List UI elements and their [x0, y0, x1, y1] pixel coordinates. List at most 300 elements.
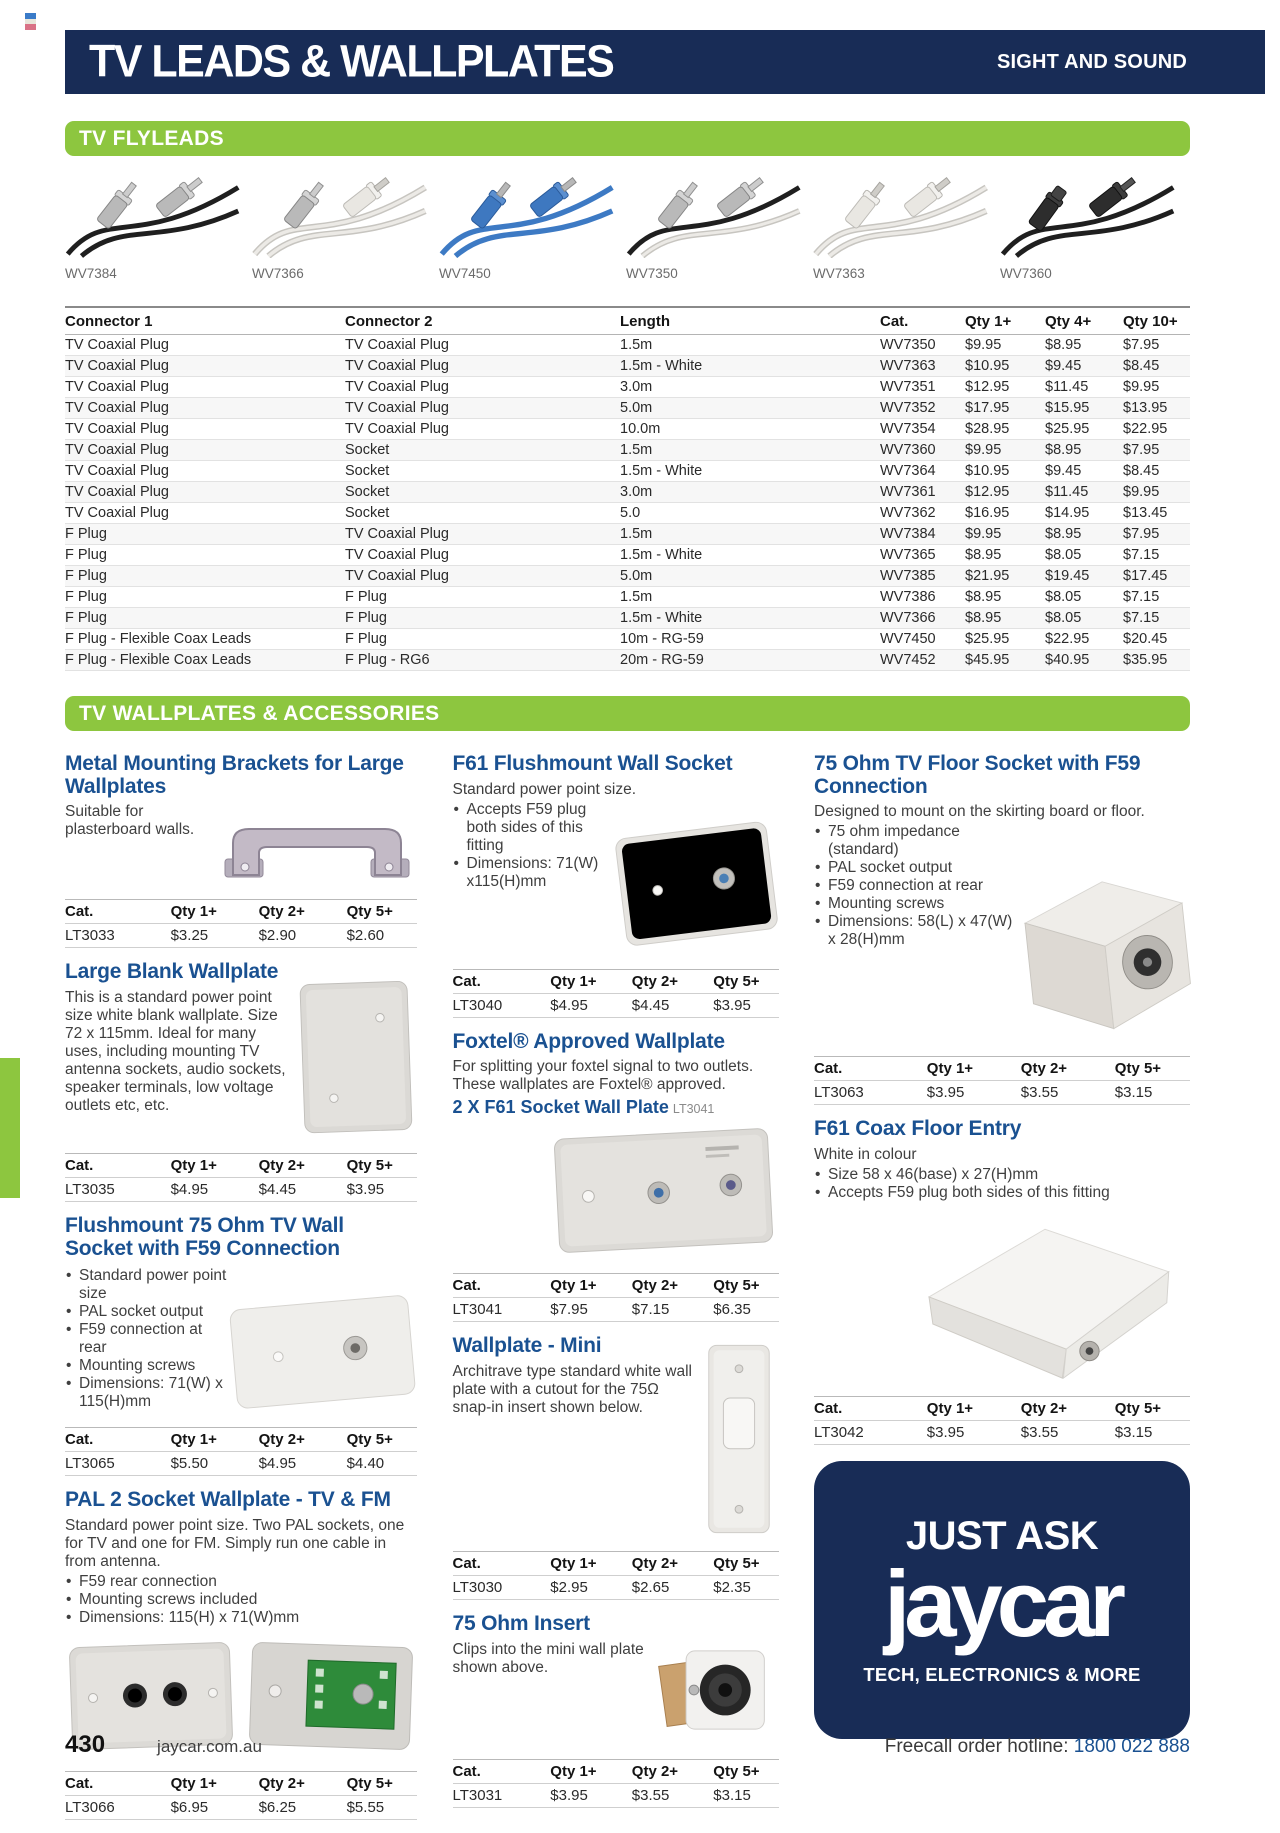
cell: 1.5m: [620, 587, 880, 608]
column-header: Qty 2+: [632, 1551, 714, 1575]
cell: TV Coaxial Plug: [345, 545, 620, 566]
table-row: [65, 482, 1190, 503]
bullet-item: • PAL socket output: [65, 1303, 227, 1321]
column-header: Qty 1+: [927, 1396, 1021, 1420]
section-f61-flushmount: [453, 753, 779, 1018]
flylead-photo-strip: [65, 160, 1190, 281]
cell: $3.55: [1021, 1420, 1115, 1444]
section-desc: Architrave type standard white wall plate with a cutout for the 75Ω snap-in insert shown below.: [452, 1362, 693, 1416]
bullet-item: • Dimensions: 58(L) x 47(W) x 28(H)mm: [814, 913, 1014, 949]
product-code-label: WV7363: [813, 266, 865, 281]
column-middle: [453, 753, 779, 1833]
column-header: Cat.: [880, 307, 965, 335]
cell: 1.5m: [620, 335, 880, 356]
column-header: Qty 2+: [1021, 1057, 1115, 1081]
cell: WV7386: [880, 587, 965, 608]
cell: $35.95: [1123, 650, 1190, 671]
section-flushmount-75ohm: [65, 1215, 417, 1476]
cell: $3.95: [347, 1178, 417, 1202]
flylead-photo-black-socket: [1000, 160, 1176, 258]
column-header: Qty 5+: [713, 1551, 778, 1575]
cell: F Plug: [65, 524, 345, 545]
cell: $19.45: [1045, 566, 1123, 587]
column-header: Length: [620, 307, 880, 335]
table-row: [65, 398, 1190, 419]
cell: 5.0: [620, 503, 880, 524]
flylead-product: [252, 160, 439, 281]
cell: $7.95: [1123, 524, 1190, 545]
column-header: Cat.: [814, 1057, 927, 1081]
flushmount-socket-photo: [227, 1289, 417, 1418]
cell: $16.95: [965, 503, 1045, 524]
page-title: TV LEADS & WALLPLATES: [89, 36, 614, 87]
cell: $3.55: [632, 1783, 714, 1807]
price-table-header-row: [65, 900, 417, 924]
column-header: Qty 5+: [713, 1759, 778, 1783]
cell: TV Coaxial Plug: [65, 419, 345, 440]
flyleads-table: [65, 306, 1190, 671]
price-table-header-row: [65, 1428, 417, 1452]
table-row: [65, 587, 1190, 608]
price-table: [453, 969, 779, 1018]
product-code-label: WV7384: [65, 266, 117, 281]
cell: 5.0m: [620, 566, 880, 587]
column-header: Qty 1+: [171, 1154, 259, 1178]
cell: $3.95: [927, 1081, 1021, 1105]
cell: LT3041: [453, 1298, 551, 1322]
cell: WV7366: [880, 608, 965, 629]
cell: LT3031: [453, 1783, 551, 1807]
price-table: [453, 1551, 779, 1600]
floor-socket-photo: [1014, 867, 1198, 1047]
cell: $5.50: [171, 1452, 259, 1476]
cell: $8.45: [1123, 461, 1190, 482]
page-edge-tab: [0, 1058, 20, 1198]
cell: $7.15: [632, 1298, 714, 1322]
jaycar-promo-box: [814, 1461, 1190, 1739]
cell: $11.45: [1045, 482, 1123, 503]
cell: F Plug: [345, 587, 620, 608]
feature-list: [814, 1166, 1190, 1202]
cell: $17.95: [965, 398, 1045, 419]
cell: $7.95: [550, 1298, 632, 1322]
page-number: 430: [65, 1731, 106, 1758]
cell: $7.15: [1123, 608, 1190, 629]
column-header: Qty 2+: [1021, 1396, 1115, 1420]
cell: LT3063: [814, 1081, 927, 1105]
cell: Socket: [345, 440, 620, 461]
page-corner-flag-icon: [25, 13, 36, 30]
cell: $9.95: [965, 335, 1045, 356]
blank-wallplate-photo: [295, 977, 417, 1144]
cell: $9.95: [965, 524, 1045, 545]
cell: Socket: [345, 503, 620, 524]
column-header: Qty 2+: [632, 1759, 714, 1783]
cell: $4.40: [347, 1452, 417, 1476]
section-floor-socket: [814, 753, 1190, 1105]
price-table-header-row: [65, 1771, 417, 1795]
cell: $15.95: [1045, 398, 1123, 419]
feature-list: [65, 1267, 227, 1411]
column-header: Qty 2+: [259, 900, 347, 924]
cell: WV7350: [880, 335, 965, 356]
cell: 1.5m - White: [620, 608, 880, 629]
cell: $3.95: [713, 993, 778, 1017]
cell: $8.45: [1123, 356, 1190, 377]
jaycar-logo: jaycar: [884, 1551, 1120, 1657]
price-table-row: [453, 1575, 779, 1599]
cell: TV Coaxial Plug: [65, 335, 345, 356]
cell: $22.95: [1123, 419, 1190, 440]
flylead-photo-black-f: [65, 160, 241, 258]
cell: $8.95: [965, 545, 1045, 566]
cell: $7.15: [1123, 545, 1190, 566]
bullet-item: • Size 58 x 46(base) x 27(H)mm: [814, 1166, 1190, 1184]
price-table-header-row: [453, 1274, 779, 1298]
cell: WV7384: [880, 524, 965, 545]
flylead-product: [65, 160, 252, 281]
column-header: Qty 1+: [550, 1274, 632, 1298]
cell: WV7363: [880, 356, 965, 377]
cell: TV Coaxial Plug: [65, 503, 345, 524]
table-row: [65, 566, 1190, 587]
column-header: Qty 5+: [347, 1428, 417, 1452]
cell: LT3030: [453, 1575, 551, 1599]
cell: WV7362: [880, 503, 965, 524]
table-row: [65, 461, 1190, 482]
cell: $3.15: [713, 1783, 778, 1807]
price-table-header-row: [453, 1759, 779, 1783]
cell: $14.95: [1045, 503, 1123, 524]
cell: $4.45: [632, 993, 714, 1017]
cell: WV7365: [880, 545, 965, 566]
cell: TV Coaxial Plug: [345, 335, 620, 356]
column-header: Cat.: [453, 1274, 551, 1298]
wallplates-columns: [65, 753, 1190, 1833]
cell: $7.95: [1123, 335, 1190, 356]
cell: 1.5m: [620, 524, 880, 545]
cell: TV Coaxial Plug: [65, 377, 345, 398]
column-header: Cat.: [65, 900, 171, 924]
section-pal2-wallplate: [65, 1489, 417, 1819]
cell: F Plug: [65, 608, 345, 629]
mini-wallplate-photo: [699, 1341, 779, 1542]
column-header: Cat.: [65, 1428, 171, 1452]
cell: WV7354: [880, 419, 965, 440]
bullet-item: • F59 rear connection: [65, 1573, 417, 1591]
page-footer: [65, 1731, 1190, 1759]
cell: WV7352: [880, 398, 965, 419]
feature-list: [65, 1573, 417, 1627]
cell: $13.45: [1123, 503, 1190, 524]
cell: $25.95: [1045, 419, 1123, 440]
cell: $12.95: [965, 377, 1045, 398]
section-desc: Standard power point size.: [452, 780, 637, 798]
cell: 1.5m - White: [620, 545, 880, 566]
cell: $12.95: [965, 482, 1045, 503]
cell: $6.95: [171, 1795, 259, 1819]
table-row: [65, 335, 1190, 356]
column-header: Connector 2: [345, 307, 620, 335]
cell: $21.95: [965, 566, 1045, 587]
column-header: Qty 1+: [171, 1771, 259, 1795]
cell: F Plug: [345, 629, 620, 650]
cell: $2.90: [259, 924, 347, 948]
section-title: F61 Flushmount Wall Socket: [452, 752, 733, 775]
cell: $8.95: [1045, 524, 1123, 545]
cell: $7.15: [1123, 587, 1190, 608]
flylead-product: [626, 160, 813, 281]
column-header: Qty 1+: [550, 969, 632, 993]
flyleads-section-banner: [65, 121, 1190, 156]
cell: 1.5m - White: [620, 356, 880, 377]
cell: WV7385: [880, 566, 965, 587]
price-table-header-row: [814, 1396, 1190, 1420]
column-header: Cat.: [65, 1154, 171, 1178]
cell: $2.60: [347, 924, 417, 948]
price-table-row: [814, 1420, 1190, 1444]
section-wallplate-mini: [453, 1335, 779, 1600]
cell: TV Coaxial Plug: [345, 398, 620, 419]
column-header: Qty 1+: [550, 1759, 632, 1783]
section-desc: Designed to mount on the skirting board or floor.: [814, 803, 1145, 821]
cell: $22.95: [1045, 629, 1123, 650]
table-row: [65, 503, 1190, 524]
cell: LT3035: [65, 1178, 171, 1202]
bullet-item: • Accepts F59 plug both sides of this fitting: [453, 801, 611, 855]
price-table-row: [453, 1298, 779, 1322]
hotline-label: Freecall order hotline:: [884, 1736, 1069, 1757]
bullet-item: • Dimensions: 71(W) x 115(H)mm: [65, 1375, 227, 1411]
cell: 1.5m: [620, 440, 880, 461]
section-title: Foxtel® Approved Wallplate: [452, 1029, 725, 1053]
cell: TV Coaxial Plug: [65, 461, 345, 482]
cell: TV Coaxial Plug: [65, 398, 345, 419]
cell: $5.55: [347, 1795, 417, 1819]
cell: $6.25: [259, 1795, 347, 1819]
column-header: Qty 5+: [347, 1771, 417, 1795]
f61-socket-photo: [611, 811, 779, 960]
cell: $9.95: [1123, 482, 1190, 503]
column-header: Qty 1+: [965, 307, 1045, 335]
column-header: Qty 5+: [713, 969, 778, 993]
cell: LT3040: [453, 993, 551, 1017]
section-title: Metal Mounting Brackets for Large Wallplates: [65, 752, 404, 798]
flylead-product: [1000, 160, 1187, 281]
cell: $45.95: [965, 650, 1045, 671]
column-header: Qty 1+: [171, 900, 259, 924]
column-header: Qty 10+: [1123, 307, 1190, 335]
section-metal-brackets: [65, 753, 417, 948]
product-code-label: WV7450: [439, 266, 491, 281]
price-table-row: [65, 924, 417, 948]
price-table-header-row: [814, 1057, 1190, 1081]
cell: 3.0m: [620, 377, 880, 398]
bullet-item: • Mounting screws included: [65, 1591, 417, 1609]
section-floor-entry: [814, 1118, 1190, 1445]
cell: $13.95: [1123, 398, 1190, 419]
column-header: Qty 2+: [259, 1428, 347, 1452]
cell: F Plug: [65, 587, 345, 608]
section-desc: White in colour: [814, 1145, 917, 1163]
cell: 10m - RG-59: [620, 629, 880, 650]
table-row: [65, 629, 1190, 650]
bullet-item: • Dimensions: 71(W) x115(H)mm: [453, 855, 611, 891]
price-table-row: [453, 1783, 779, 1807]
cell: $4.95: [259, 1452, 347, 1476]
cell: $9.45: [1045, 461, 1123, 482]
table-row: [65, 524, 1190, 545]
price-table: [65, 1427, 417, 1476]
subtitle-text: 2 X F61 Socket Wall Plate: [452, 1097, 669, 1118]
section-title: 75 Ohm TV Floor Socket with F59 Connection: [814, 752, 1141, 798]
website-label: jaycar.com.au: [157, 1737, 262, 1756]
column-header: Qty 5+: [1115, 1396, 1190, 1420]
price-table-row: [65, 1795, 417, 1819]
cell: F Plug: [65, 545, 345, 566]
cell: $3.95: [550, 1783, 632, 1807]
cell: F Plug - Flexible Coax Leads: [65, 650, 345, 671]
flylead-photo-blue: [439, 160, 615, 258]
cell: Socket: [345, 461, 620, 482]
column-header: Qty 1+: [550, 1551, 632, 1575]
cell: $3.15: [1115, 1081, 1190, 1105]
section-desc: Clips into the mini wall plate shown above.: [452, 1640, 644, 1676]
hotline: [885, 1736, 1190, 1758]
flyleads-table-header-row: [65, 307, 1190, 335]
section-foxtel-wallplate: [453, 1031, 779, 1323]
table-row: [65, 440, 1190, 461]
cell: TV Coaxial Plug: [65, 356, 345, 377]
flylead-product: [439, 160, 626, 281]
cell: $7.95: [1123, 440, 1190, 461]
price-table: [65, 1771, 417, 1820]
cell: TV Coaxial Plug: [65, 440, 345, 461]
column-header: Cat.: [814, 1396, 927, 1420]
price-table-row: [65, 1452, 417, 1476]
section-title: Large Blank Wallplate: [65, 960, 279, 984]
cell: TV Coaxial Plug: [345, 356, 620, 377]
section-title: PAL 2 Socket Wallplate - TV & FM: [65, 1488, 391, 1512]
table-row: [65, 545, 1190, 566]
flylead-photo-white: [252, 160, 428, 258]
cell: WV7360: [880, 440, 965, 461]
cell: $9.45: [1045, 356, 1123, 377]
section-title: Wallplate - Mini: [452, 1334, 602, 1358]
wallplates-section-banner: [65, 696, 1190, 731]
bullet-item: • Mounting screws: [65, 1357, 227, 1375]
flyleads-banner-label: TV FLYLEADS: [79, 126, 224, 150]
cell: WV7361: [880, 482, 965, 503]
cell: $3.95: [927, 1420, 1021, 1444]
column-header: Cat.: [65, 1771, 171, 1795]
section-large-blank-wallplate: [65, 961, 417, 1202]
section-title: Flushmount 75 Ohm TV Wall Socket with F59 Connection: [65, 1214, 344, 1260]
cell: TV Coaxial Plug: [65, 482, 345, 503]
cell: 1.5m - White: [620, 461, 880, 482]
table-row: [65, 356, 1190, 377]
cell: F Plug - Flexible Coax Leads: [65, 629, 345, 650]
cell: $10.95: [965, 356, 1045, 377]
cell: $8.05: [1045, 587, 1123, 608]
column-left: [65, 753, 417, 1833]
foxtel-wallplate-photo: [453, 1122, 779, 1264]
flylead-photo-white-pair: [813, 160, 989, 258]
section-title: 75 Ohm Insert: [452, 1611, 590, 1635]
cell: TV Coaxial Plug: [345, 377, 620, 398]
product-code-label: WV7366: [252, 266, 304, 281]
hotline-number: 1800 022 888: [1073, 1736, 1190, 1757]
bracket-photo: [217, 803, 417, 890]
price-table: [814, 1396, 1190, 1445]
section-desc: Standard power point size. Two PAL sockets, one for TV and one for FM. Simply run one cable in from antenna.: [65, 1517, 405, 1570]
page-header: [65, 30, 1265, 94]
section-title: F61 Coax Floor Entry: [814, 1117, 1022, 1141]
cell: $3.15: [1115, 1420, 1190, 1444]
cell: F Plug: [65, 566, 345, 587]
cell: TV Coaxial Plug: [345, 566, 620, 587]
cell: $3.55: [1021, 1081, 1115, 1105]
column-header: Qty 5+: [347, 1154, 417, 1178]
wallplates-banner-label: TV WALLPLATES & ACCESSORIES: [79, 701, 440, 725]
cell: $17.45: [1123, 566, 1190, 587]
column-header: Qty 2+: [259, 1771, 347, 1795]
cell: 5.0m: [620, 398, 880, 419]
cell: 10.0m: [620, 419, 880, 440]
cell: $4.95: [171, 1178, 259, 1202]
column-header: Cat.: [453, 1759, 551, 1783]
column-header: Qty 5+: [713, 1274, 778, 1298]
price-table-row: [814, 1081, 1190, 1105]
price-table: [65, 1153, 417, 1202]
floor-entry-photo: [814, 1208, 1190, 1387]
cell: $8.05: [1045, 545, 1123, 566]
cell: TV Coaxial Plug: [345, 419, 620, 440]
bullet-item: • Standard power point size: [65, 1267, 227, 1303]
cell: $4.45: [259, 1178, 347, 1202]
price-table-header-row: [453, 1551, 779, 1575]
bullet-item: • Mounting screws: [814, 895, 1014, 913]
bullet-item: • F59 connection at rear: [65, 1321, 227, 1357]
column-header: Qty 2+: [259, 1154, 347, 1178]
cell: $8.95: [1045, 335, 1123, 356]
column-header: Qty 1+: [171, 1428, 259, 1452]
feature-list: [814, 823, 1014, 949]
product-code-label: WV7350: [626, 266, 678, 281]
column-header: Qty 2+: [632, 1274, 714, 1298]
cell: WV7351: [880, 377, 965, 398]
cell: 3.0m: [620, 482, 880, 503]
cell: LT3033: [65, 924, 171, 948]
cell: LT3066: [65, 1795, 171, 1819]
cell: LT3065: [65, 1452, 171, 1476]
price-table-row: [453, 993, 779, 1017]
promo-tagline: TECH, ELECTRONICS & MORE: [863, 1663, 1141, 1685]
cell: WV7452: [880, 650, 965, 671]
feature-list: [453, 801, 611, 891]
price-table: [814, 1056, 1190, 1105]
column-right: [814, 753, 1190, 1833]
column-header: Qty 4+: [1045, 307, 1123, 335]
cell: $2.65: [632, 1575, 714, 1599]
section-desc: Suitable for plasterboard walls.: [65, 803, 195, 839]
price-table-row: [65, 1178, 417, 1202]
price-table: [453, 1759, 779, 1808]
cell: $9.95: [965, 440, 1045, 461]
table-row: [65, 608, 1190, 629]
flylead-photo-black-pair: [626, 160, 802, 258]
cell: WV7364: [880, 461, 965, 482]
